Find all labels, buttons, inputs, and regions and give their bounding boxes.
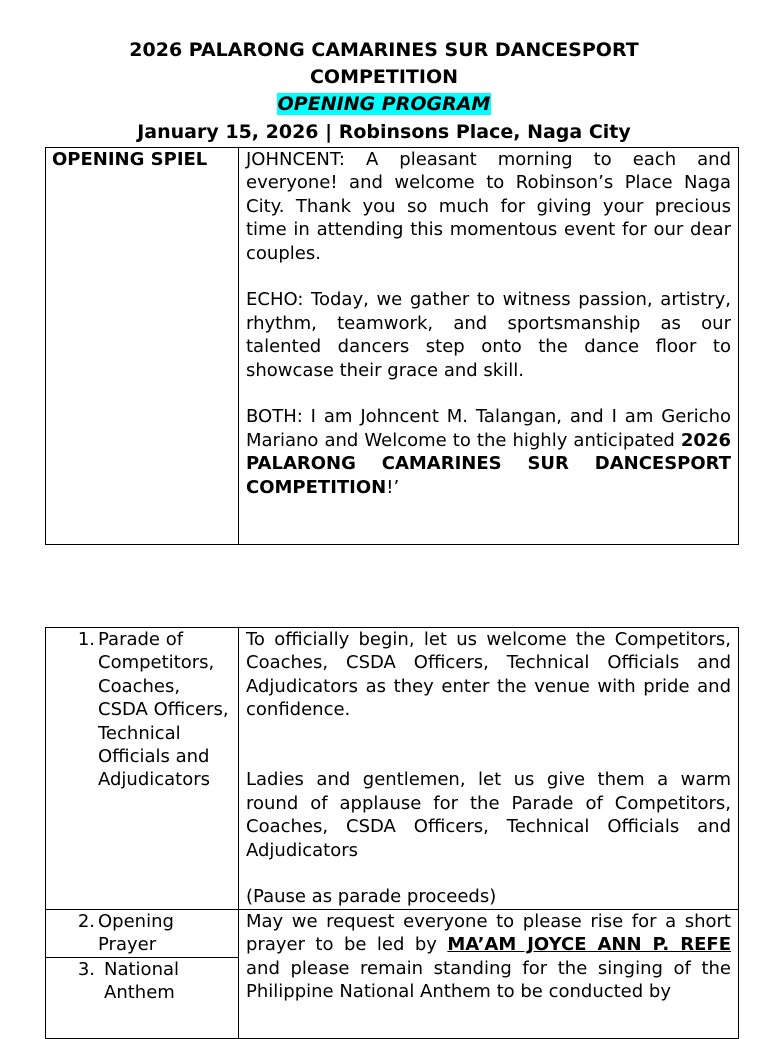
program-item-1-label: Parade of Competitors, Coaches, CSDA Officers, Technical Officials and Adjudicators (98, 629, 229, 791)
program-item-1-number: 1. (77, 629, 95, 650)
table-row (46, 148, 739, 545)
spiel-paragraph-both (246, 405, 731, 499)
prayer-anthem-text: May we request everyone to please rise for a short prayer to be led by (246, 910, 731, 956)
prayer-anthem-paragraph (246, 910, 743, 1004)
table-row (46, 628, 739, 910)
parade-paragraph-3: (Pause as parade proceeds) (246, 886, 497, 908)
subtitle-highlight: OPENING PROGRAM (277, 93, 491, 115)
prayer-anthem-text-end: and please remain standing for the singing of the Philippine National Anthem to be conducted by (246, 934, 743, 1003)
program-item-1 (46, 628, 231, 792)
program-item-3-cell (46, 957, 239, 1038)
program-item-1-script-cell (239, 628, 739, 910)
doc-date-venue: January 15, 2026 | Robinsons Place, Naga City (137, 121, 631, 143)
program-item-3-label: National Anthem (104, 958, 180, 1004)
program-item-2-cell (46, 909, 239, 957)
program-item-2-number: 2. (77, 910, 95, 932)
doc-title-line2: COMPETITION (309, 66, 459, 88)
program-item-1-cell (46, 628, 239, 910)
doc-title-line1: 2026 PALARONG CAMARINES SUR DANCESPORT (129, 39, 639, 61)
opening-spiel-table (45, 147, 739, 545)
spiel-both-end: !’ (386, 476, 400, 498)
prayer-leader-name: MA’AM JOYCE ANN P. REFE (447, 934, 731, 956)
spiel-paragraph-echo: ECHO: Today, we gather to witness passion, artistry, rhythm, teamwork, and sportsmanship as our talented dancers step onto the dance floor to showcase their grace and skill. (246, 289, 731, 381)
parade-paragraph-1: To officially begin, let us welcome the Competitors, Coaches, CSDA Officers, Technical Officials and Adjudicators as they enter the venue with pride and confidence. (246, 629, 731, 721)
table-row (46, 909, 739, 957)
prayer-anthem-script-cell (239, 909, 743, 1038)
program-table (45, 627, 743, 1039)
opening-spiel-label: OPENING SPIEL (52, 149, 208, 170)
spiel-both-text: BOTH: I am Johncent M. Talangan, and I am Gericho Mariano and Welcome to the highly anticipated (246, 406, 731, 451)
program-item-3 (46, 958, 231, 1005)
spiel-paragraph-johncent: JOHNCENT: A pleasant morning to each and everyone! and welcome to Robinson’s Place Naga City. Thank you so much for giving your precious time in attending this momentous event for our dear couples. (246, 149, 731, 264)
program-item-2 (46, 910, 231, 957)
program-item-2-label: Opening Prayer (98, 910, 174, 956)
program-item-3-number: 3. (77, 958, 95, 980)
spiel-event-name: 2026 PALARONG CAMARINES SUR DANCESPORT COMPETITION (246, 429, 731, 498)
parade-paragraph-2: Ladies and gentlemen, let us give them a warm round of applause for the Parade of Competitors, Coaches, CSDA Officers, Technical Officials and Adjudicators (246, 769, 731, 861)
opening-spiel-label-cell (46, 148, 239, 545)
opening-spiel-script-cell (239, 148, 739, 545)
doc-subtitle (0, 90, 768, 118)
